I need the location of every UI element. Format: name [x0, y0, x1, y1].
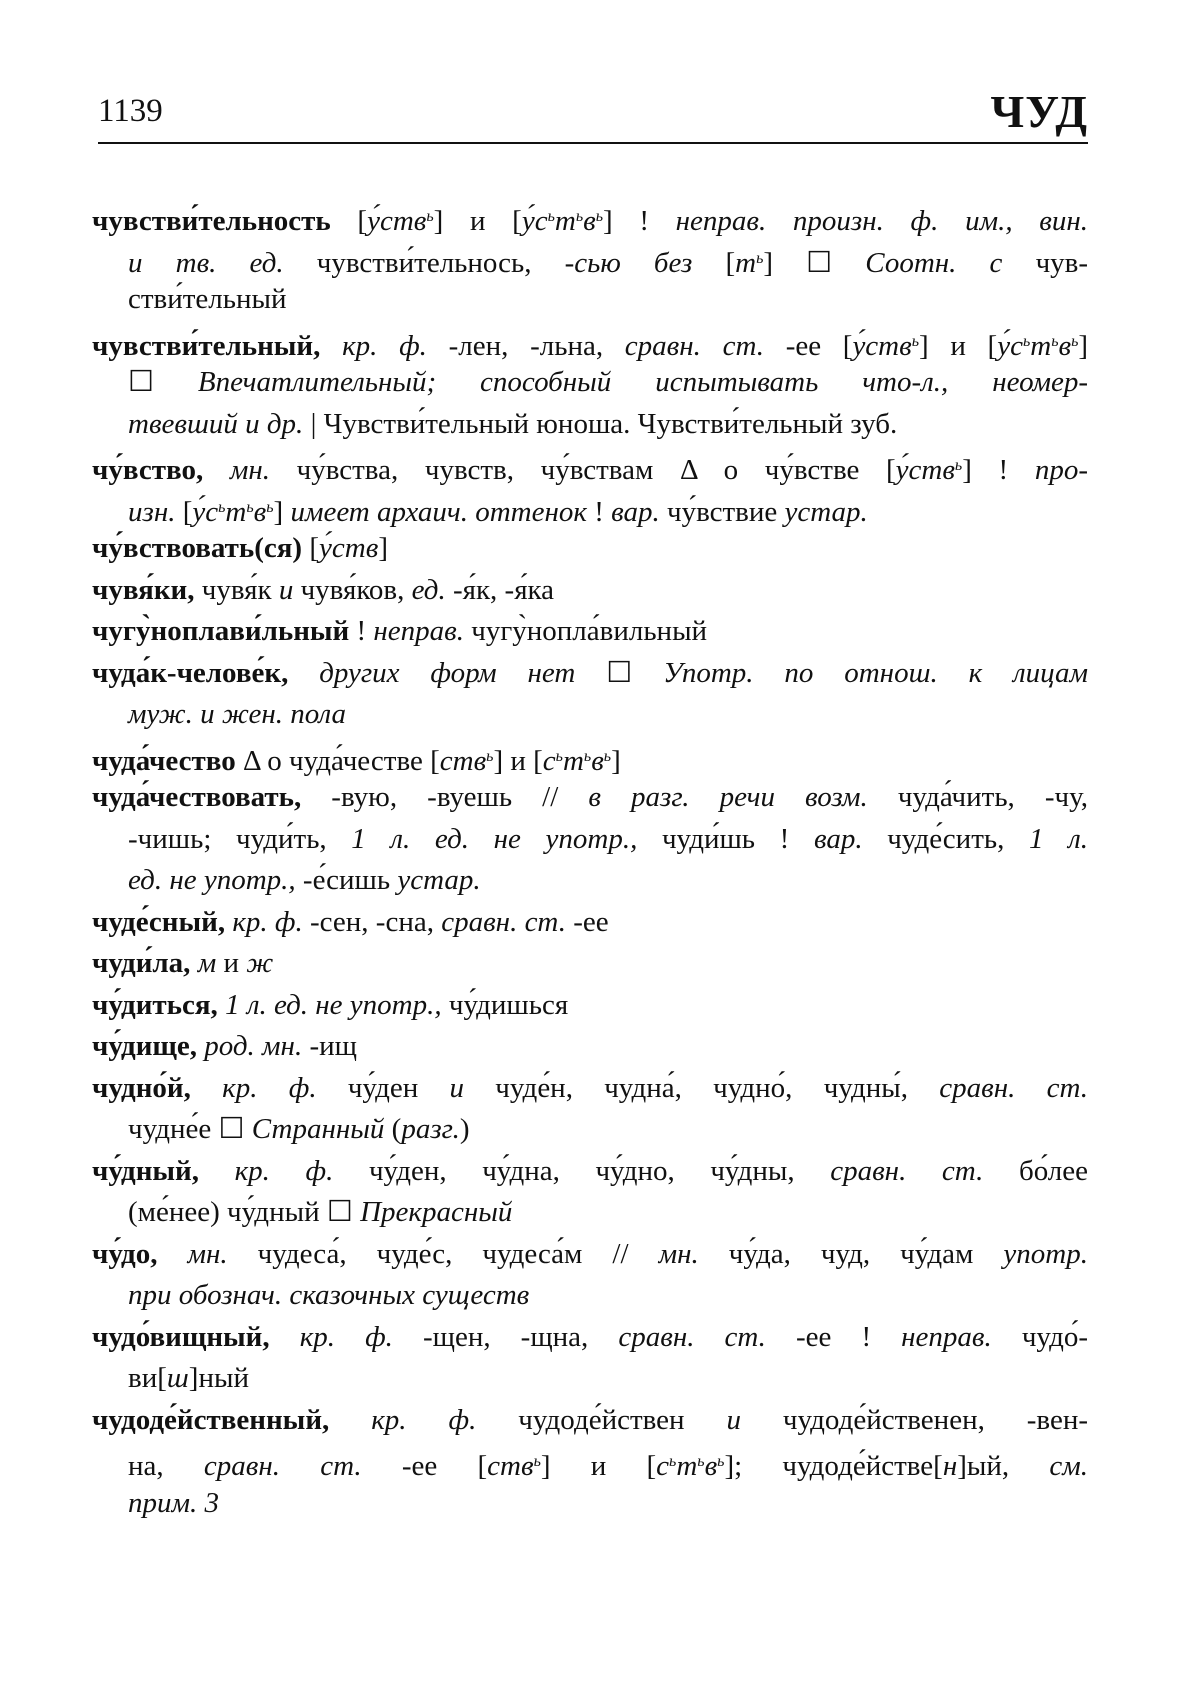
text-segment: (ме́нее) чу́дный ☐: [128, 1196, 361, 1228]
italic-label: у́ств: [367, 205, 427, 237]
italic-label: разг.: [401, 1113, 460, 1145]
text-segment: чудоде́йствен: [476, 1403, 727, 1436]
entry-continuation-line: [92, 279, 1088, 321]
italic-label: имеет архаич. оттенок: [290, 495, 587, 528]
entry-continuation-line: [92, 1109, 1088, 1151]
text-segment: -ее [: [361, 1450, 488, 1482]
italic-label: 1 л. ед. не употр.,: [351, 822, 638, 855]
text-segment: ]: [378, 532, 388, 564]
text-segment: ] и [: [493, 744, 543, 777]
entry-continuation-line: [92, 694, 1088, 736]
italic-label: прим. 3: [128, 1486, 220, 1519]
entry-headline: [92, 943, 1088, 985]
text-segment: Δ о чуда́честве [: [235, 744, 440, 777]
text-segment: чу́дишься: [441, 988, 569, 1021]
entry-continuation-line: [92, 404, 1088, 446]
dictionary-entry: [92, 653, 1088, 736]
dictionary-entry: [92, 196, 1088, 321]
headword: чу́вствовать(ся): [92, 532, 303, 564]
dictionary-entry: [92, 570, 1088, 612]
text-segment: чудоде́йственен, -вен-: [740, 1403, 1089, 1436]
text-segment: чудо́-: [991, 1320, 1089, 1353]
italic-label: вар.: [813, 822, 863, 855]
soft-mark-superscript: ь: [426, 208, 434, 225]
dictionary-entry: [92, 736, 1088, 778]
entry-headline: [92, 1151, 1088, 1193]
entry-headline: [92, 1400, 1088, 1442]
text-segment: ]; чудоде́йстве[: [724, 1450, 943, 1482]
soft-mark-superscript: ь: [717, 1453, 725, 1470]
text-segment: ]ный: [188, 1362, 249, 1394]
italic-label: т: [562, 744, 584, 777]
italic-label: твевший и др.: [128, 407, 304, 440]
text-segment: -вую, -вуешь //: [301, 781, 589, 813]
entry-continuation-line: [92, 860, 1088, 902]
entry-headline: [92, 611, 1088, 653]
text-segment: ви[: [128, 1362, 167, 1394]
entry-headline: [92, 1317, 1088, 1359]
soft-mark-superscript: ь: [575, 208, 584, 225]
text-segment: ] !: [962, 454, 1035, 486]
entry-headline: [92, 985, 1088, 1027]
dictionary-entry: [92, 1151, 1088, 1234]
entry-headline: [92, 321, 1088, 363]
text-segment: чу́вствие: [659, 495, 785, 528]
soft-mark-superscript: ь: [756, 249, 764, 267]
italic-label: кр. ф.: [329, 1403, 477, 1436]
entry-headline: [92, 1234, 1088, 1276]
soft-mark-superscript: ь: [266, 498, 274, 516]
entry-headline: [92, 736, 1088, 778]
headword: чу́диться,: [92, 988, 218, 1021]
text-segment: -щен, -щна,: [392, 1320, 619, 1353]
italic-label: т: [735, 246, 757, 279]
italic-label: и: [726, 1403, 741, 1436]
italic-label: устар.: [397, 864, 481, 896]
text-segment: [: [330, 205, 368, 237]
entry-continuation-line: [92, 238, 1088, 280]
dictionary-entry: [92, 985, 1088, 1027]
text-segment: ): [459, 1113, 470, 1145]
soft-mark-superscript: ь: [555, 747, 563, 765]
entry-headline: [92, 196, 1088, 238]
italic-label: 1 л.: [1028, 822, 1088, 855]
entry-continuation-line: [92, 1441, 1088, 1483]
text-segment: ]ый,: [957, 1450, 1050, 1482]
italic-label: мн.: [157, 1237, 228, 1270]
text-segment: чувя́к: [194, 573, 279, 606]
dictionary-entry: [92, 943, 1088, 985]
text-segment: чу́вства, чувств, чу́вствам Δ о чу́встве [: [270, 454, 896, 486]
italic-label: род. мн.: [197, 1030, 303, 1062]
entry-continuation-line: [92, 1358, 1088, 1400]
text-segment: ] !: [602, 205, 676, 237]
headword: чуди́ла,: [92, 947, 191, 979]
italic-label: и: [449, 1071, 465, 1104]
entry-headline: [92, 902, 1088, 944]
italic-label: кр. ф.: [320, 329, 427, 362]
text-segment: ] и [: [919, 329, 998, 362]
text-segment: чудеса́, чуде́с, чудеса́м //: [227, 1237, 659, 1270]
soft-mark-superscript: ь: [595, 208, 603, 225]
text-segment: -ее [: [764, 329, 853, 362]
text-segment: [: [302, 532, 320, 564]
text-segment: -ищ: [302, 1030, 357, 1062]
soft-mark-superscript: ь: [603, 747, 612, 765]
italic-label: -сью без: [564, 246, 693, 279]
italic-label: неправ. произн. ф. им., вин.: [675, 205, 1088, 237]
italic-label: сравн. ст.: [441, 905, 566, 938]
italic-label: при обознач. сказочных существ: [128, 1279, 530, 1311]
dictionary-entry: [92, 445, 1088, 528]
entry-continuation-line: [92, 362, 1088, 404]
text-segment: [: [175, 495, 193, 528]
soft-mark-superscript: ь: [486, 747, 494, 765]
text-segment: -я́к, -я́ка: [445, 573, 555, 606]
italic-label: ед.: [411, 573, 446, 606]
italic-label: ств: [487, 1450, 534, 1482]
soft-mark-superscript: ь: [1051, 332, 1059, 350]
italic-label: сравн. ст.: [939, 1071, 1089, 1104]
soft-mark-superscript: ь: [1071, 332, 1079, 350]
text-segment: чувя́ков,: [293, 573, 412, 606]
italic-label: у́ств: [852, 329, 912, 362]
headword: чу́до,: [92, 1237, 158, 1270]
headword: чудо́вищный,: [92, 1320, 270, 1353]
text-segment: чуде́сить,: [862, 822, 1029, 855]
italic-label: н: [942, 1450, 958, 1482]
text-segment: -ее !: [765, 1320, 902, 1353]
italic-label: сравн. ст.: [830, 1154, 984, 1187]
italic-label: т: [1030, 329, 1052, 362]
dictionary-entry: [92, 777, 1088, 902]
italic-label: т: [225, 495, 247, 528]
italic-label: кр. ф.: [269, 1320, 393, 1353]
headword: чу́вство,: [92, 454, 204, 486]
entry-headline: [92, 1026, 1088, 1068]
italic-label: Употр. по отнош. к лицам: [663, 656, 1089, 689]
text-segment: чу́да, чуд, чу́дам: [698, 1237, 1004, 1270]
text-segment: -е́сишь: [295, 864, 398, 896]
headword: чувстви́тельность: [92, 205, 331, 237]
italic-label: в разг. речи возм.: [588, 781, 868, 813]
text-segment: ] и [: [540, 1450, 657, 1482]
text-segment: стви́тельный: [128, 283, 287, 315]
italic-label: мн.: [658, 1237, 699, 1270]
soft-mark-superscript: ь: [1022, 332, 1031, 350]
text-segment: -сен, -сна,: [302, 905, 442, 938]
entry-continuation-line: [92, 819, 1088, 861]
italic-label: у́ств: [895, 454, 955, 486]
page-header: [98, 78, 1088, 144]
italic-label: 1 л. ед. не употр.,: [217, 988, 442, 1021]
italic-label: в: [704, 1450, 718, 1482]
italic-label: неправ.: [373, 615, 465, 647]
headword: чу́дный,: [92, 1154, 200, 1187]
headword: чуда́чествовать,: [92, 781, 302, 813]
entry-continuation-line: [92, 1483, 1088, 1525]
italic-label: Прекрасный: [360, 1196, 513, 1228]
text-segment: чуди́шь !: [637, 822, 814, 855]
italic-label: сравн. ст.: [203, 1450, 362, 1482]
dictionary-entry: [92, 528, 1088, 570]
soft-mark-superscript: ь: [246, 498, 254, 516]
italic-label: с: [542, 744, 556, 777]
italic-label: в: [1058, 329, 1072, 362]
text-segment: | Чувстви́тельный юноша. Чувстви́тельный зуб.: [303, 407, 898, 440]
text-segment: чудне́е ☐: [128, 1113, 252, 1145]
soft-mark-superscript: ь: [218, 498, 226, 516]
dictionary-entry: [92, 1317, 1088, 1400]
italic-label: употр.: [1003, 1237, 1088, 1270]
italic-label: кр. ф.: [190, 1071, 317, 1104]
soft-mark-superscript: ь: [547, 208, 555, 225]
italic-label: сравн. ст.: [624, 329, 764, 362]
soft-mark-superscript: ь: [697, 1453, 705, 1470]
italic-label: вар.: [611, 495, 660, 528]
italic-label: у́с: [192, 495, 219, 528]
text-segment: -ее: [565, 905, 609, 938]
italic-label: м: [190, 947, 217, 979]
headword: чуде́сный,: [92, 905, 226, 938]
text-segment: чуда́чить, -чу,: [867, 781, 1088, 813]
italic-label: мн.: [203, 454, 270, 486]
soft-mark-superscript: ь: [954, 457, 963, 474]
text-segment: ] ☐: [763, 246, 866, 279]
dictionary-entry: [92, 321, 1088, 446]
italic-label: в: [253, 495, 267, 528]
dictionary-entry: [92, 1400, 1088, 1525]
dictionary-entries: [92, 196, 1088, 1524]
italic-label: т: [554, 205, 576, 237]
entry-headline: [92, 445, 1088, 487]
italic-label: ш: [166, 1362, 189, 1394]
italic-label: в: [591, 744, 604, 777]
dictionary-entry: [92, 1068, 1088, 1151]
italic-label: у́ств: [319, 532, 379, 564]
text-segment: ] и [: [433, 205, 522, 237]
italic-label: ед. не употр.,: [128, 864, 296, 896]
italic-label: неправ.: [901, 1320, 992, 1353]
italic-label: про-: [1034, 454, 1088, 486]
page-number: 1139: [98, 93, 163, 129]
italic-label: сравн. ст.: [618, 1320, 766, 1353]
italic-label: у́с: [521, 205, 548, 237]
headword: чугу̀ноплави́льный: [92, 615, 350, 647]
italic-label: ств: [439, 744, 487, 777]
italic-label: с: [656, 1450, 670, 1482]
dictionary-entry: [92, 1026, 1088, 1068]
italic-label: и тв. ед.: [128, 246, 284, 279]
italic-label: т: [676, 1450, 698, 1482]
headword: чувя́ки,: [92, 573, 195, 606]
italic-label: Соотн. с: [865, 246, 1003, 279]
italic-label: кр. ф.: [225, 905, 303, 938]
text-segment: !: [586, 495, 612, 528]
dictionary-entry: [92, 611, 1088, 653]
text-segment: ]: [611, 744, 621, 777]
italic-label: в: [583, 205, 596, 237]
entry-continuation-line: [92, 1192, 1088, 1234]
entry-headline: [92, 1068, 1088, 1110]
italic-label: Впечатлительный; способный испытывать что-л., неомер-: [197, 366, 1089, 398]
text-segment: чу́ден, чу́дна, чу́дно, чу́дны,: [333, 1154, 831, 1187]
headword: чувстви́тельный,: [92, 329, 321, 362]
text-segment: (: [384, 1113, 402, 1145]
text-segment: -чишь; чуди́ть,: [128, 822, 352, 855]
text-segment: чувстви́тельнось,: [283, 246, 565, 279]
text-segment: ☐: [128, 366, 198, 398]
text-segment: ]: [1078, 329, 1089, 362]
text-segment: ]: [273, 495, 291, 528]
headword: чудоде́йственный,: [92, 1403, 330, 1436]
italic-label: устар.: [784, 495, 868, 528]
entry-headline: [92, 653, 1088, 695]
text-segment: [: [692, 246, 736, 279]
text-segment: чугу̀нопла́вильный: [464, 615, 708, 647]
text-segment: чуде́н, чудна́, чудно́, чудны́,: [464, 1071, 940, 1104]
italic-label: и: [278, 573, 294, 606]
soft-mark-superscript: ь: [533, 1453, 541, 1470]
headword: чудно́й,: [92, 1071, 191, 1104]
entry-continuation-line: [92, 1275, 1088, 1317]
italic-label: Странный: [251, 1113, 385, 1145]
headword: чуда́чество: [92, 744, 236, 777]
text-segment: бо́лее: [983, 1154, 1089, 1187]
entry-headline: [92, 570, 1088, 612]
running-head: ЧУД: [990, 86, 1088, 137]
entry-continuation-line: [92, 487, 1088, 529]
text-segment: чу́ден: [316, 1071, 450, 1104]
dictionary-entry: [92, 902, 1088, 944]
italic-label: муж. и жен. пола: [128, 698, 347, 730]
soft-mark-superscript: ь: [583, 747, 592, 765]
dictionary-entry: [92, 1234, 1088, 1317]
italic-label: изн.: [128, 495, 176, 528]
text-segment: !: [349, 615, 374, 647]
headword: чуда́к-челове́к,: [92, 656, 289, 689]
text-segment: и: [216, 947, 247, 979]
entry-headline: [92, 777, 1088, 819]
text-segment: ☐: [606, 656, 664, 689]
soft-mark-superscript: ь: [911, 332, 919, 350]
italic-label: кр. ф.: [199, 1154, 334, 1187]
italic-label: см.: [1049, 1450, 1088, 1482]
italic-label: ж: [246, 947, 274, 979]
text-segment: на,: [128, 1450, 204, 1482]
italic-label: у́с: [997, 329, 1023, 362]
italic-label: других форм нет: [288, 656, 607, 689]
text-segment: чув-: [1002, 246, 1089, 279]
headword: чу́дище,: [92, 1030, 198, 1062]
text-segment: -лен, -льна,: [426, 329, 625, 362]
entry-headline: [92, 528, 1088, 570]
soft-mark-superscript: ь: [669, 1453, 677, 1470]
